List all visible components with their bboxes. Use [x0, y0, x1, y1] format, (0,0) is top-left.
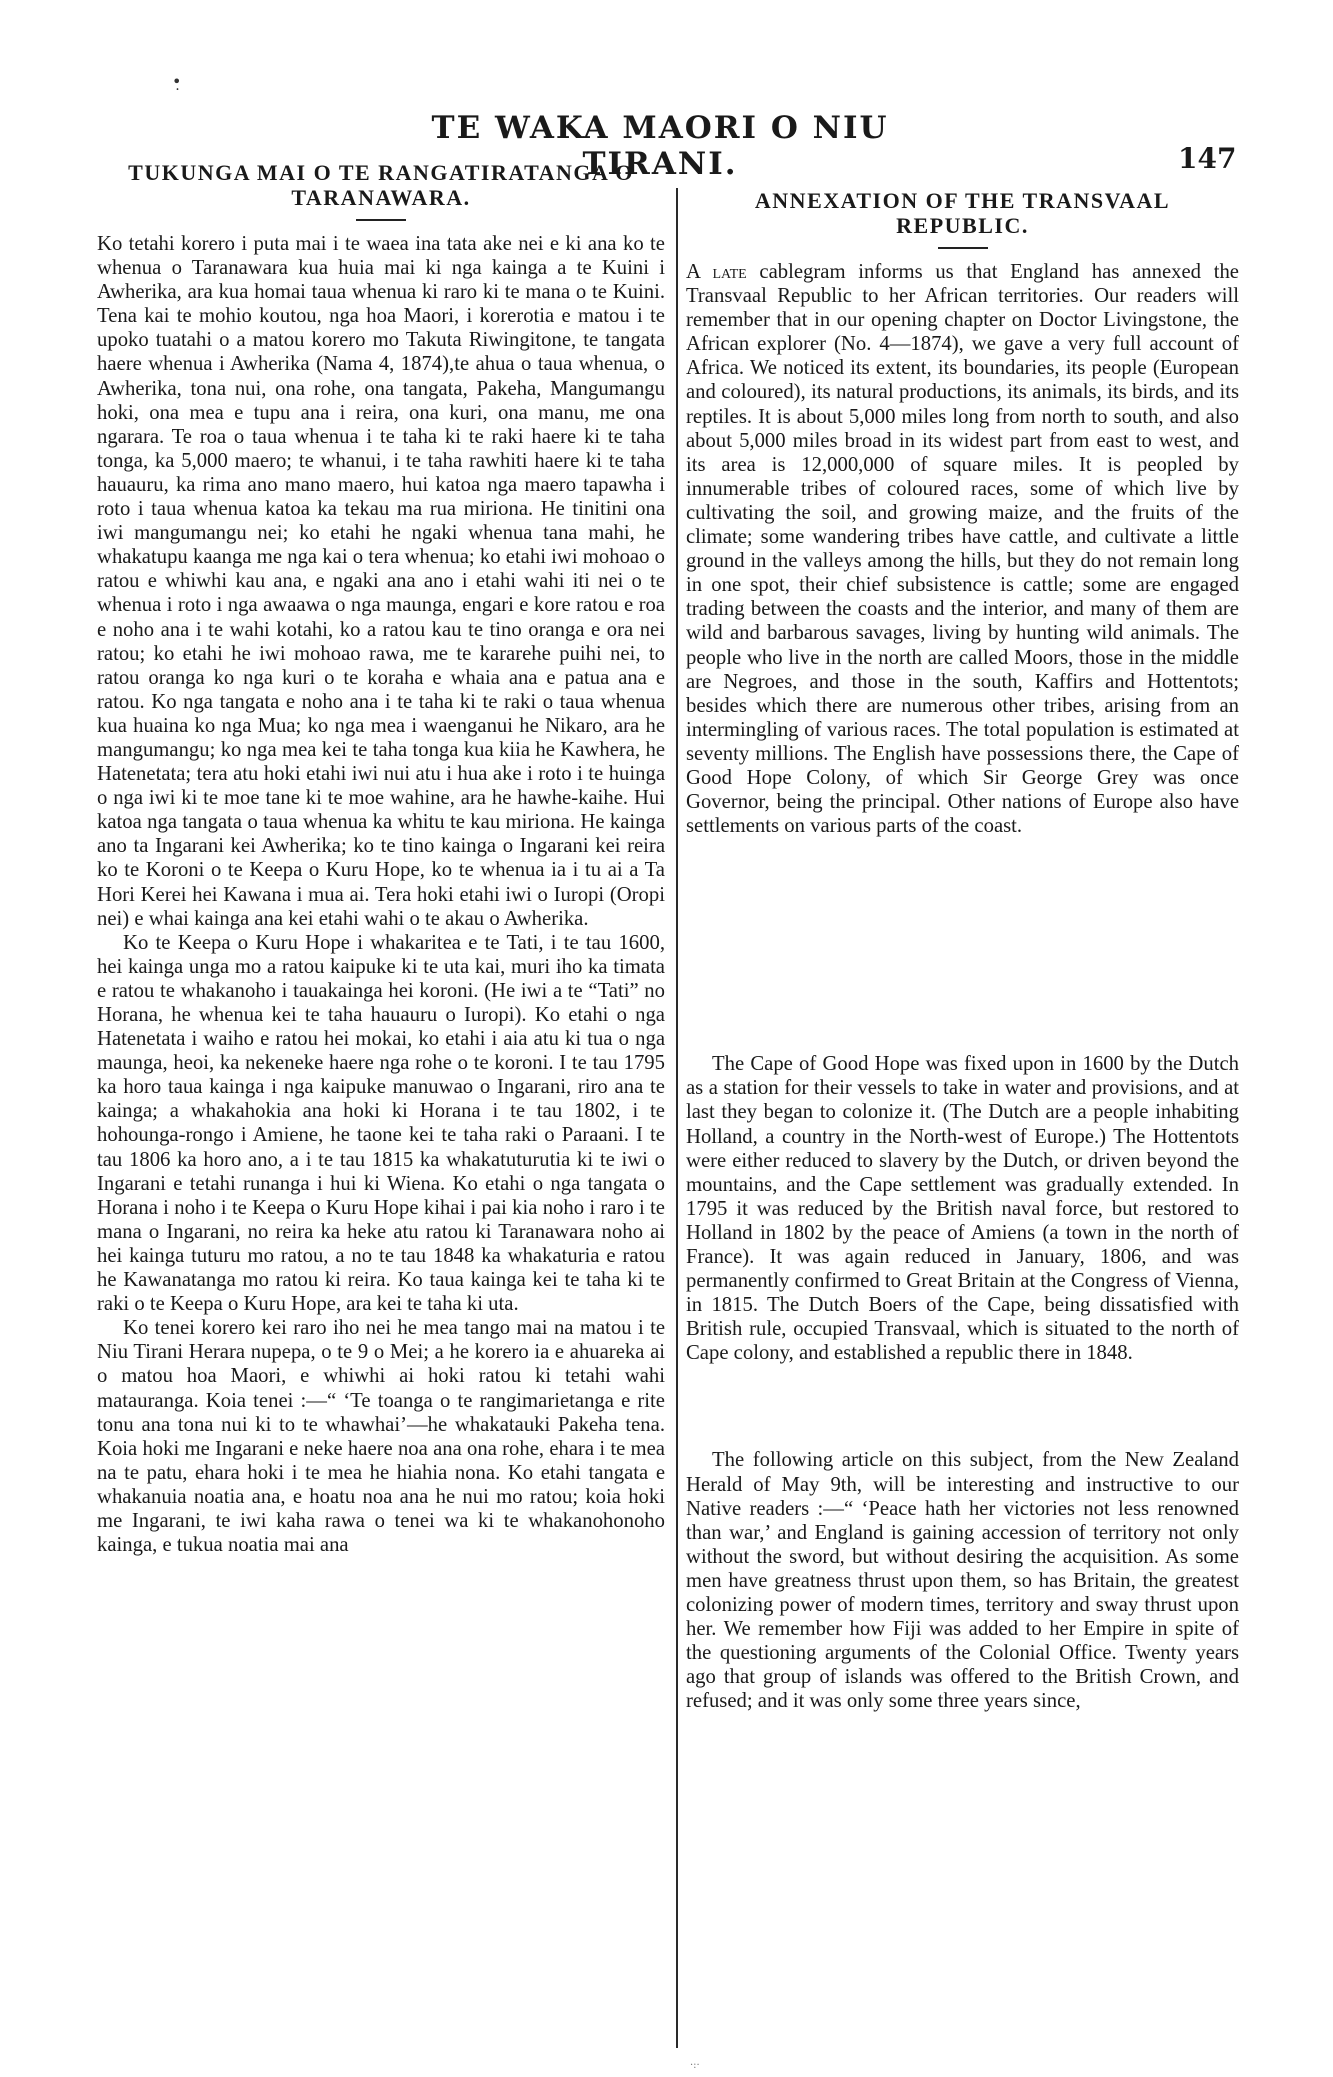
english-article-heading: ANNEXATION OF THE TRANSVAAL REPUBLIC.	[754, 188, 1171, 238]
maori-column	[97, 160, 665, 1557]
intro-text: cablegram informs us that England has annexed the Transvaal Republic to her African territories. Our readers will remember that in our opening chapter on Doctor Livingstone, the African explorer (No. 4—1874), we gave a very full account of Africa. We noticed its extent, its boundaries, its people (European and coloured), its natural productions, its animals, its birds, and its reptiles. It is about 5,000 miles long from north to south, and also about 5,000 miles broad in its widest part from east to west, and its area is 12,000,000 of square miles. It is peopled by innumerable tribes of coloured races, some of which live by cultivating the soil, and growing maize, and the fruits of the climate; some wandering tribes have cattle, and cultivate a little ground in the valleys among the hills, but they do not remain long in one spot, their chief subsistence is cattle; some are engaged trading between the coasts and the interior, and many of them are wild and barbarous savages, living by hunting wild animals. The people who live in the north are called Moors, those in the middle are Negroes, and those in the south, Kaffirs and Hottentots; besides which there are numerous other tribes, arising from an intermingling of various races. The total population is estimated at seventy millions. The English have possessions there, the Cape of Good Hope Colony, of which Sir George Grey was once Governor, being the principal. Other nations of Europe also have settlements on various parts of the coast.	[686, 261, 1239, 838]
maori-paragraph: Ko tenei korero kei raro iho nei he mea tango mai na matou i te Niu Tirani Herara nupepa, o te 9 o Mei; a he korero ia e ahuareka ai o matou hoa Maori, e whiwhi ai hoki ratou ki tetahi wahi matauranga. Koia tenei :—“ ‘Te toanga o te rangimarietanga e rite tonu ana tona nui ki to te whawhai’—he whakatauki Pakeha tena. Koia hoki me Ingarani e neke haere noa ana ona rohe, ehara i te mea na te patu, ehara hoki i te mea he hiahia nona. Ko etahi tangata e whakanuia noatia ana, e hoatu noa ana he nui mo ratou; koia hoki me Ingarani, te iwi kaha rawa o tenei wa ki te whakanohonoho kainga, e tukua noatia mai ana	[97, 1317, 665, 1557]
english-column	[686, 188, 1239, 1714]
stray-ink-mark: •̣	[172, 72, 182, 91]
maori-paragraph: Ko te Keepa o Kuru Hope i whakaritea e te Tati, i te tau 1600, hei kainga unga mo a ratou kaipuke ki te uta kai, muri iho ka timata e ratou te whakanoho i tauakainga hei koroni. (He iwi a te “Tati” no Horana, he whenua kei te taha hauauru o Iuropi). Ko etahi o nga Hatenetata i waiho e ratou hei mokai, ko etahi i aia atu ki tua o nga maunga, heoi, ka nekeneke haere nga rohe o te koroni. I te tau 1795 ka horo taua kainga i nga kaipuke manuwao o Ingarani, riro ana te kainga; a whakahokia ana hoki ki Horana i te tau 1802, i te hohounga-rongo i Amiene, he taone kei te taha raki o Paraani. I te tau 1806 ka horo ano, a i te tau 1815 ka whakatuturutia ki te iwi o Ingarani e tetahi runanga i hui ki Wiena. Ko etahi o nga tangata o Horana i noho i te Keepa o Kuru Hope kihai i pai kia noho i raro i te mana o Ingarani, no reira ka heke atu ratou ki Taranawara noho ai hei kainga tuturu mo ratou, a no te tau 1848 ka whakaturia e ratou he Kawanatanga mo ratou ki reira. Ko taua kainga kei te taha ki te raki o te Keepa o Kuru Hope, ara kei te taha ki uta.	[97, 931, 665, 1316]
column-gap	[686, 1365, 1239, 1448]
maori-article-heading: TUKUNGA MAI O TE RANGATIRATANGA O TARANAWARA.	[128, 160, 634, 210]
english-intro-paragraph	[686, 260, 1239, 838]
column-gap	[686, 838, 1239, 1052]
page-number: 147	[1178, 142, 1237, 175]
footer-mark: ·:·	[690, 2060, 700, 2071]
intro-smallcaps: A late	[686, 261, 747, 283]
heading-rule	[938, 247, 988, 249]
heading-rule	[356, 219, 406, 221]
english-paragraph: The following article on this subject, from the New Zealand Herald of May 9th, will be interesting and instructive to our Native readers :—“ ‘Peace hath her victories not less renowned than war,’ and England is gaining accession of territory not only without the sword, but without desiring the acquisition. As some men have greatness thrust upon them, so has Britain, the greatest colonizing power of modern times, territory and sway thrust upon her. We remember how Fiji was added to her Empire in spite of the questioning arguments of the Colonial Office. Twenty years ago that group of islands was offered to the British Crown, and refused; and it was only some three years since,	[686, 1449, 1239, 1713]
maori-paragraph: Ko tetahi korero i puta mai i te waea ina tata ake nei e ki ana ko te whenua o Taranawara kua huia mai ki nga kainga a te Kuini i Awherika, ara kua homai taua whenua ki raro ki te mana o te Kuini. Tena kai te mohio koutou, nga hoa Maori, i korerotia e matou i te upoko tuatahi o a matou korero mo Takuta Riwingitone, te tangata haere whenua i Awherika (Nama 4, 1874),te ahua o taua whenua, o Awherika, tona nui, ona rohe, ona tangata, Pakeha, Mangumangu hoki, ona mea e tupu ana i reira, ona kuri, ona manu, me ona ngarara. Te roa o taua whenua i te taha ki te raki haere ki te taha tonga, ka 5,000 maero; te whanui, i te taha rawhiti haere ki te taha hauauru, ka rima ano mano maero, hui katoa nga maero tapawha i roto i taua whenua katoa ka tekau ma rua miriona. He tinitini ona iwi mangumangu nei; ko etahi he ngaki whenua tana mahi, he whakatupu kaanga me nga kai o tera whenua; ko etahi iwi mohoao o ratou e whiwhi kau ana, e ngaki ana ano i etahi wahi iti nei o te whenua i roto i nga awaawa o nga maunga, engari e kore ratou e roa e noho ana i te wahi kotahi, ko a ratou kau te tino oranga e ora nei ratou; ko etahi he iwi mohoao rawa, me te kararehe puihi nei, to ratou oranga ko nga kuri o te koraha e whaia ana e patua ana e ratou. Ko nga tangata e noho ana i te taha ki te raki o taua whenua kua huaina ko nga Mua; ko nga mea i waenganui he Nikaro, ara he mangumangu; ko nga mea kei te taha tonga kua kiia he Kawhera, he Hatenetata; tera atu hoki etahi iwi nui atu i hua ake i roto i te huinga o nga iwi ki te moe tane ki te moe wahine, ara he hawhe-kaihe. Hui katoa nga tangata o taua whenua ka whitu te kau miriona. He kainga ano ta Ingarani kei Awherika; ko te tino kainga o Ingarani kei reira ko te Koroni o te Keepa o Kuru Hope, ko te whenua ia i tu ai a Ta Hori Kerei hei Kawana i mua ai. Tera hoki etahi iwi o Iuropi (Oropi nei) e whai kainga ana kei etahi wahi o te akau o Awherika.	[97, 233, 665, 930]
running-head: TE WAKA MAORI O NIU TIRANI.	[431, 110, 889, 182]
column-divider	[676, 188, 678, 2048]
english-paragraph: The Cape of Good Hope was fixed upon in 1600 by the Dutch as a station for their vessels to take in water and provisions, and at last they began to colonize it. (The Dutch are a people inhabiting Holland, a country in the North-west of Europe.) The Hottentots were either reduced to slavery by the Dutch, or driven beyond the mountains, and the Cape settlement was gradually extended. In 1795 it was reduced by the British naval force, but restored to Holland in 1802 by the peace of Amiens (a town in the north of France). It was again reduced in January, 1806, and was permanently confirmed to Great Britain at the Congress of Vienna, in 1815. The Dutch Boers of the Cape, being dissatisfied with British rule, occupied Transvaal, which is situated to the north of Cape colony, and established a republic there in 1848.	[686, 1053, 1239, 1365]
